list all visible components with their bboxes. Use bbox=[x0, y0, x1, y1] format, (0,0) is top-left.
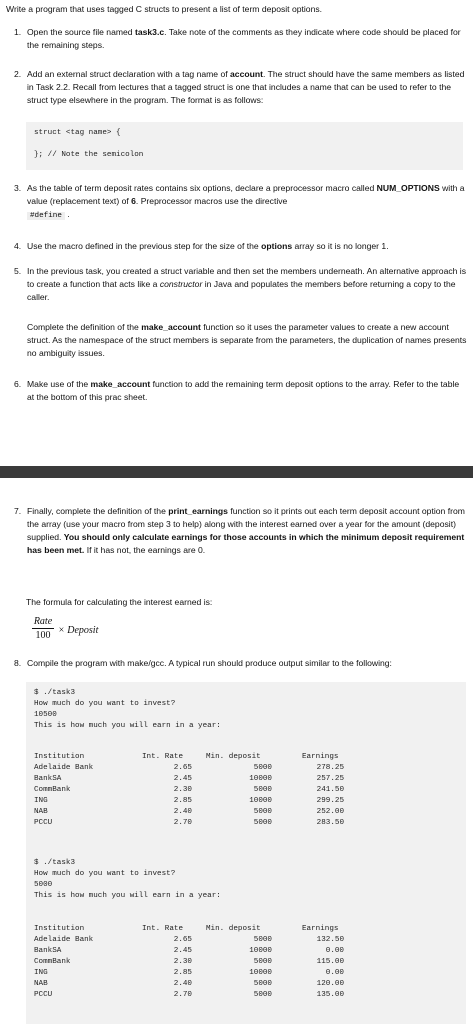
header-min-deposit: Min. deposit bbox=[206, 753, 261, 761]
table-cell: 135.00 bbox=[316, 991, 344, 999]
table-cell: NAB bbox=[34, 808, 48, 816]
terminal-command: $ ./task3 bbox=[34, 859, 76, 867]
table-cell: 5000 bbox=[253, 936, 272, 944]
table-cell: 252.00 bbox=[316, 808, 344, 816]
step-text: Make use of the make_account function to add the remaining term deposit options to the array. Refer to the table at the bottom of this prac sheet. bbox=[27, 379, 460, 402]
table-cell: 5000 bbox=[253, 764, 272, 772]
step-3 bbox=[14, 182, 466, 222]
upper-section bbox=[0, 0, 473, 450]
step-4 bbox=[14, 240, 466, 253]
terminal-message: This is how much you will earn in a year: bbox=[34, 892, 221, 900]
define-inline-code: #define bbox=[27, 212, 65, 220]
table-cell: 10000 bbox=[249, 947, 272, 955]
step-text: In the previous task, you created a struct variable and then set the members underneath. An alternative approach is to create a function that acts like a constructor in Java and populates the members before returning a copy to the caller. bbox=[27, 266, 467, 302]
header-earnings: Earnings bbox=[302, 753, 339, 761]
table-cell: 5000 bbox=[253, 991, 272, 999]
step-5 bbox=[14, 265, 466, 304]
table-cell: 10000 bbox=[249, 775, 272, 783]
table-cell: 0.00 bbox=[325, 969, 344, 977]
terminal-prompt: How much do you want to invest? bbox=[34, 870, 176, 878]
table-cell: 2.85 bbox=[173, 797, 192, 805]
header-institution: Institution bbox=[34, 753, 85, 761]
table-cell: 257.25 bbox=[316, 775, 344, 783]
table-cell: 2.65 bbox=[173, 936, 192, 944]
header-institution: Institution bbox=[34, 925, 85, 933]
table-cell: 10000 bbox=[249, 797, 272, 805]
step-8 bbox=[14, 657, 466, 670]
formula-fraction bbox=[32, 615, 54, 642]
table-cell: 283.50 bbox=[316, 819, 344, 827]
table-cell: CommBank bbox=[34, 786, 71, 794]
page-break-divider bbox=[0, 466, 473, 478]
table-cell: PCCU bbox=[34, 991, 53, 999]
formula-numerator: Rate bbox=[33, 616, 53, 627]
step-6 bbox=[14, 378, 466, 404]
table-cell: 2.45 bbox=[173, 947, 192, 955]
step-number: 2. bbox=[14, 69, 22, 79]
results-table bbox=[26, 752, 466, 842]
step-1 bbox=[14, 26, 466, 52]
code-line: }; // Note the semicolon bbox=[34, 151, 144, 160]
table-cell: 2.85 bbox=[173, 969, 192, 977]
table-cell: ING bbox=[34, 797, 48, 805]
header-rate: Int. Rate bbox=[142, 753, 184, 761]
table-cell: 2.40 bbox=[173, 808, 192, 816]
step-number: 7. bbox=[14, 506, 22, 516]
intro-text: Write a program that uses tagged C structs to present a list of term deposit options. bbox=[6, 4, 323, 14]
table-cell: 2.70 bbox=[173, 819, 192, 827]
table-cell: BankSA bbox=[34, 775, 62, 783]
terminal-prompt: How much do you want to invest? bbox=[34, 700, 176, 708]
step-text: Use the macro defined in the previous step for the size of the options array so it is no longer 1. bbox=[27, 241, 389, 251]
step-text: Open the source file named task3.c. Take note of the comments as they indicate where code should be placed for the remaining steps. bbox=[27, 27, 461, 50]
formula-denominator: 100 bbox=[35, 630, 51, 641]
header-min-deposit: Min. deposit bbox=[206, 925, 261, 933]
code-line: struct <tag name> { bbox=[34, 129, 121, 137]
table-cell: 241.50 bbox=[316, 786, 344, 794]
table-cell: 2.30 bbox=[173, 958, 192, 966]
table-cell: NAB bbox=[34, 980, 48, 988]
table-cell: PCCU bbox=[34, 819, 53, 827]
table-cell: CommBank bbox=[34, 958, 71, 966]
step-text: Finally, complete the definition of the print_earnings function so it prints out each term deposit account option from the array (use your macro from step 3 to help) along with the interest earned over a year for the amount (deposit) supplied. You should only calculate earnings for those accounts in which the minimum deposit requirement has been met. If it has not, the earnings are 0. bbox=[27, 506, 465, 555]
step-number: 1. bbox=[14, 27, 22, 37]
step-2 bbox=[14, 68, 466, 107]
table-cell: 2.45 bbox=[173, 775, 192, 783]
table-cell: 2.70 bbox=[173, 991, 192, 999]
table-cell: 5000 bbox=[253, 958, 272, 966]
header-earnings: Earnings bbox=[302, 925, 339, 933]
table-cell: 278.25 bbox=[316, 764, 344, 772]
step-7 bbox=[14, 505, 466, 557]
table-cell: 10000 bbox=[249, 969, 272, 977]
terminal-message: This is how much you will earn in a year: bbox=[34, 722, 221, 730]
step-text: As the table of term deposit rates contains six options, declare a preprocessor macro called NUM_OPTIONS with a value (replacement text) of 6. Preprocessor macros use the directive #define . bbox=[27, 183, 465, 220]
table-cell: 5000 bbox=[253, 786, 272, 794]
step-text: Add an external struct declaration with a tag name of account. The struct should have the same members as listed in Task 2.2. Recall from lectures that a tagged struct is one that includes a name that can be used to refer to the struct type elsewhere in the program. The format is as follows: bbox=[27, 69, 465, 105]
table-cell: ING bbox=[34, 969, 48, 977]
terminal-input: 10500 bbox=[34, 711, 57, 719]
step-text: Compile the program with make/gcc. A typical run should produce output similar to the following: bbox=[27, 658, 392, 668]
table-cell: 2.40 bbox=[173, 980, 192, 988]
table-cell: 0.00 bbox=[325, 947, 344, 955]
step-number: 3. bbox=[14, 183, 22, 193]
table-cell: 5000 bbox=[253, 808, 272, 816]
table-cell: 299.25 bbox=[316, 797, 344, 805]
table-cell: 120.00 bbox=[316, 980, 344, 988]
header-rate: Int. Rate bbox=[142, 925, 184, 933]
table-cell: 132.50 bbox=[316, 936, 344, 944]
terminal-output bbox=[26, 682, 466, 1024]
formula-intro: The formula for calculating the interest earned is: bbox=[26, 597, 213, 607]
formula-rest: × Deposit bbox=[58, 625, 99, 636]
table-cell: 5000 bbox=[253, 819, 272, 827]
step-number: 5. bbox=[14, 266, 22, 276]
table-cell: BankSA bbox=[34, 947, 62, 955]
step-text: Complete the definition of the make_account function so it uses the parameter values to create a new account struct. As the namespace of the struct members is separate from the parameters, the duplication of names presents no ambiguity issues. bbox=[27, 322, 467, 358]
table-cell: Adelaide Bank bbox=[34, 936, 94, 944]
step-number: 6. bbox=[14, 379, 22, 389]
table-cell: 115.00 bbox=[316, 958, 344, 966]
step-number: 8. bbox=[14, 658, 22, 668]
terminal-command: $ ./task3 bbox=[34, 689, 76, 697]
results-table bbox=[26, 924, 466, 1014]
table-cell: 5000 bbox=[253, 980, 272, 988]
table-cell: 2.65 bbox=[173, 764, 192, 772]
interest-formula bbox=[32, 615, 152, 651]
step-5-continued bbox=[14, 321, 466, 360]
terminal-input: 5000 bbox=[34, 881, 53, 889]
table-cell: Adelaide Bank bbox=[34, 764, 94, 772]
table-cell: 2.30 bbox=[173, 786, 192, 794]
struct-code-block bbox=[26, 122, 463, 170]
step-number: 4. bbox=[14, 241, 22, 251]
